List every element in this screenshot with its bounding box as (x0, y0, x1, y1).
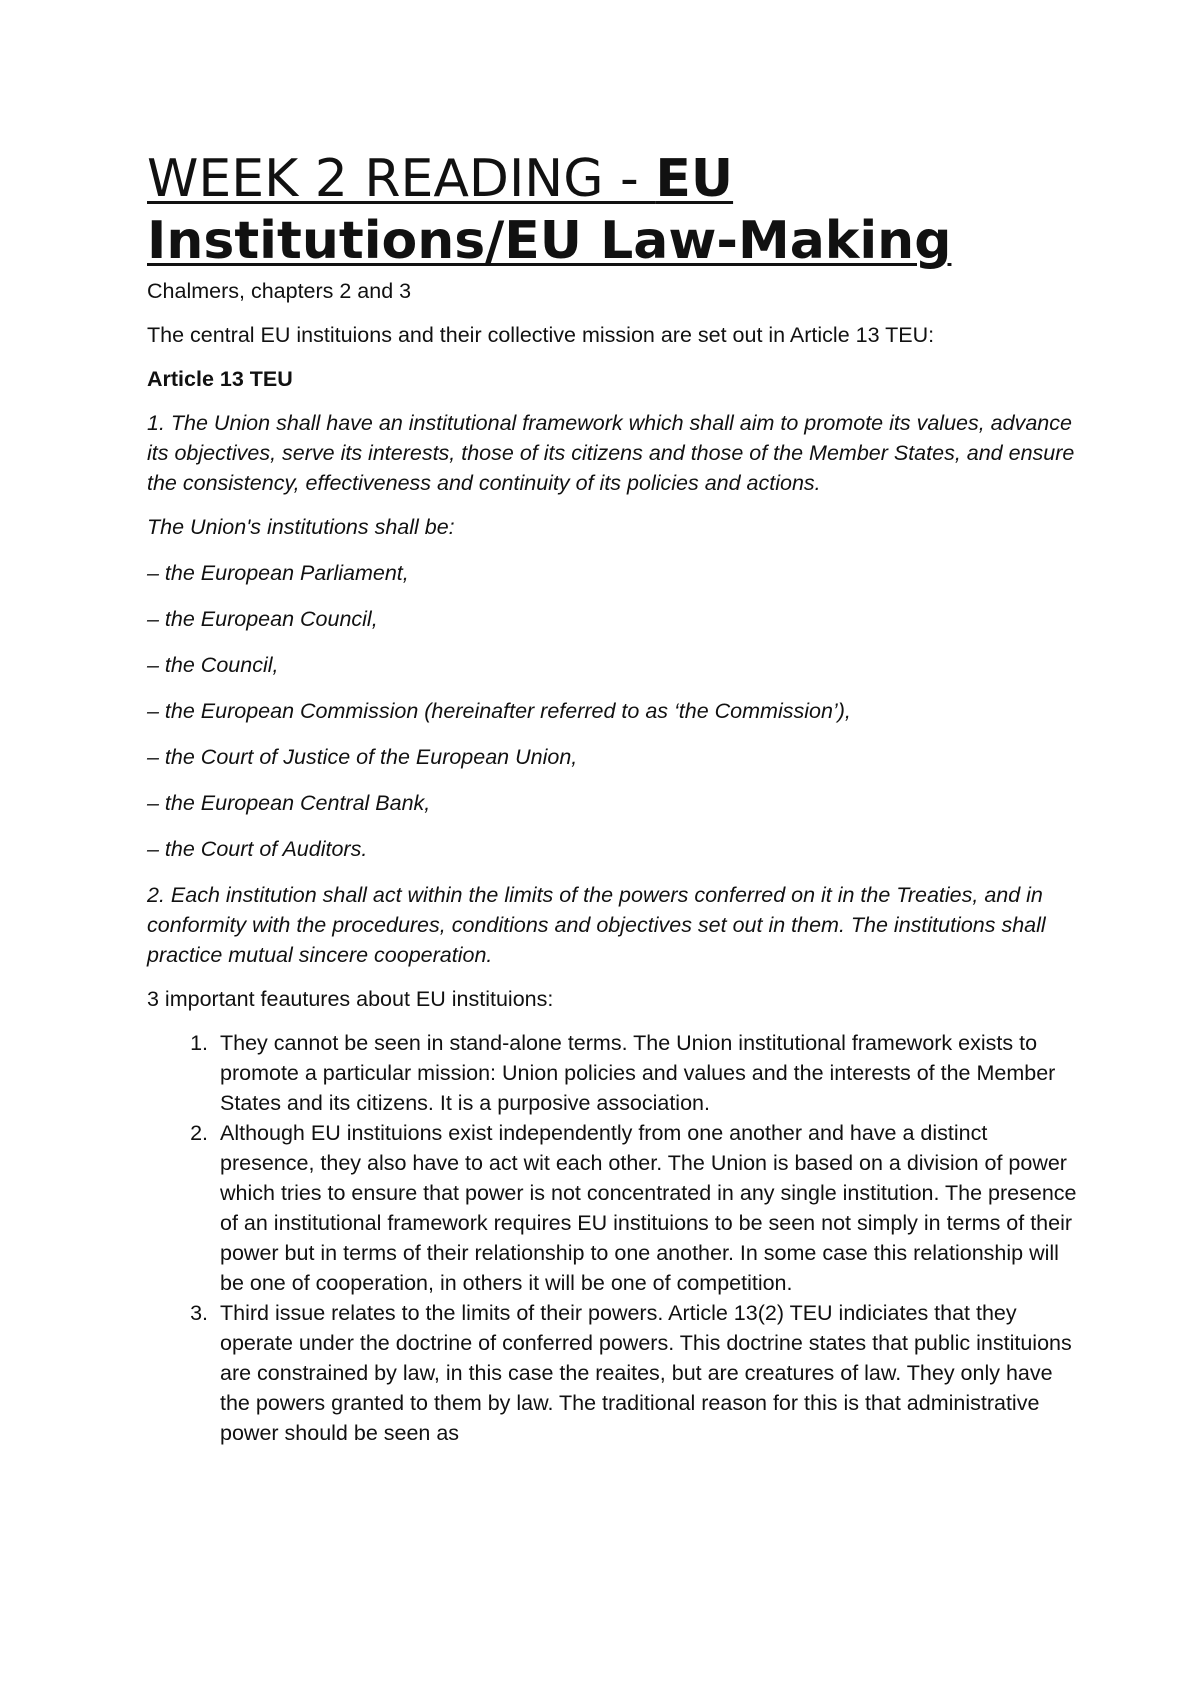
article-heading: Article 13 TEU (147, 367, 293, 391)
feature-item (147, 1118, 1077, 1298)
title-week-label: WEEK 2 READING - (147, 149, 656, 209)
intro-paragraph: The central EU instituions and their collective mission are set out in Article 13 TEU: (147, 323, 935, 347)
institutions-list (147, 558, 1077, 864)
feature-number: 3. (190, 1301, 208, 1325)
feature-text: Third issue relates to the limits of their powers. Article 13(2) TEU indiciates that they operate under the doctrine of conferred powers. This doctrine states that public instituions are constrained by law, in this case the reaites, but are creatures of law. They only have the powers granted to them by law. The traditional reason for this is that administrative power should be seen as (220, 1301, 1072, 1445)
features-intro: 3 important feautures about EU instituions: (147, 987, 554, 1011)
institution-item: – the European Council, (147, 607, 378, 631)
institutions-intro: The Union's institutions shall be: (147, 515, 455, 539)
feature-item (147, 1298, 1077, 1448)
subtitle: Chalmers, chapters 2 and 3 (147, 279, 412, 303)
institution-item: – the Council, (147, 653, 279, 677)
feature-item (147, 1028, 1077, 1118)
article-clause-1: 1. The Union shall have an institutional framework which shall aim to promote its values, advance its objectives, serve its interests, those of its citizens and those of the Member States, and ensure the consistency, effectiveness and continuity of its policies and actions. (147, 411, 1075, 495)
feature-number: 2. (190, 1121, 208, 1145)
feature-number: 1. (190, 1031, 208, 1055)
document-page (147, 148, 1077, 1448)
title-topic: EU Institutions/EU Law-Making (147, 149, 952, 271)
article-clause-2: 2. Each institution shall act within the limits of the powers conferred on it in the Treaties, and in conformity with the procedures, conditions and objectives set out in them. The institutions shall practice mutual sincere cooperation. (147, 883, 1046, 967)
document-title (147, 148, 1077, 272)
feature-text: Although EU instituions exist independently from one another and have a distinct presence, they also have to act wit each other. The Union is based on a division of power which tries to ensure that power is not concentrated in any single institution. The presence of an institutional framework requires EU instituions to be seen not simply in terms of their power but in terms of their relationship to one another. In some case this relationship will be one of cooperation, in others it will be one of competition. (220, 1121, 1077, 1295)
institution-item: – the Court of Justice of the European Union, (147, 745, 578, 769)
institution-item: – the European Central Bank, (147, 791, 431, 815)
institution-item: – the European Commission (hereinafter referred to as ‘the Commission’), (147, 699, 851, 723)
features-list (147, 1028, 1077, 1448)
feature-text: They cannot be seen in stand-alone terms. The Union institutional framework exists to promote a particular mission: Union policies and values and the interests of the Member States and its citizens. It is a purposive association. (220, 1031, 1056, 1115)
institution-item: – the Court of Auditors. (147, 837, 368, 861)
institution-item: – the European Parliament, (147, 561, 409, 585)
